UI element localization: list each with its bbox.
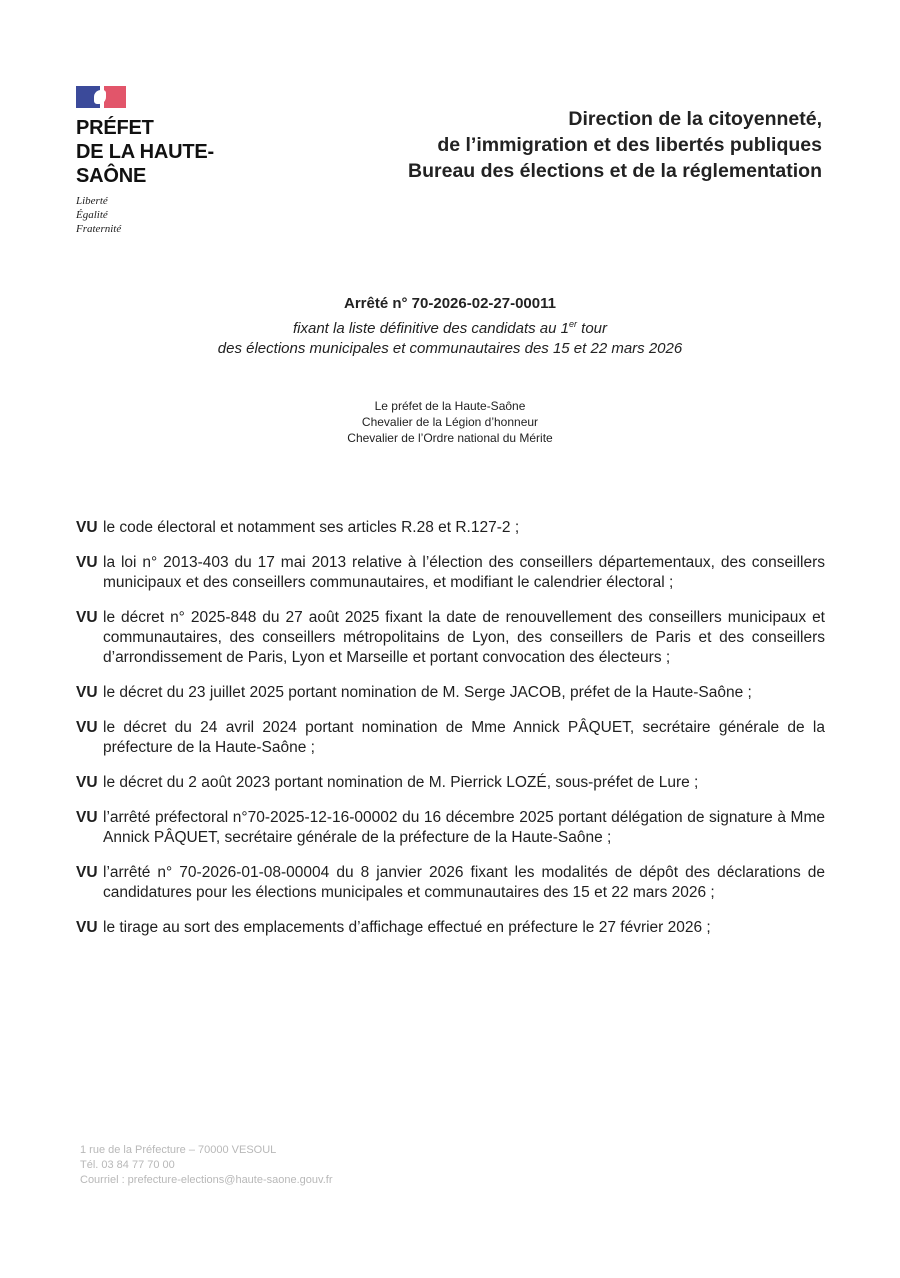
visa-item: VU le décret n° 2025-848 du 27 août 2025 fixant la date de renouvellement des conseillers municipaux et communautaires, des conseillers métropolitains de Lyon, des conseillers de Paris et des conseillers d’arrondissement de Paris, Lyon et Marseille et portant convocation des électeurs ; — [76, 609, 825, 666]
visa-item: VU le décret du 24 avril 2024 portant nomination de Mme Annick PÂQUET, secrétaire générale de la préfecture de la Haute-Saône ; — [76, 719, 825, 756]
republic-motto: Liberté Égalité Fraternité — [76, 195, 122, 235]
arrete-subtitle-line2: des élections municipales et communautaires des 15 et 22 mars 2026 — [217, 340, 683, 357]
marianne-flag-icon — [76, 86, 126, 108]
page-footer — [80, 1143, 332, 1188]
prefet-logo-title: PRÉFET DE LA HAUTE- SAÔNE — [76, 117, 214, 187]
visa-item: VU l’arrêté préfectoral n°70-2025-12-16-00002 du 16 décembre 2025 portant délégation de signature à Mme Annick PÂQUET, secrétaire générale de la préfecture de la Haute-Saône ; — [76, 809, 825, 846]
visa-item: VU l’arrêté n° 70-2026-01-08-00004 du 8 janvier 2026 fixant les modalités de dépôt des déclarations de candidatures pour les élections municipales et communautaires des 15 et 22 mars 2026 ; — [76, 864, 825, 901]
visa-item: VU le code électoral et notamment ses articles R.28 et R.127-2 ; — [76, 519, 520, 536]
visa-item: VU le décret du 2 août 2023 portant nomination de M. Pierrick LOZÉ, sous-préfet de Lure ; — [76, 774, 699, 791]
prefet-titles: Le préfet de la Haute-Saône Chevalier de la Légion d’honneur Chevalier de l’Ordre national du Mérite — [347, 399, 553, 445]
arrete-number: Arrêté n° 70-2026-02-27-00011 — [344, 295, 556, 312]
footer-address: 1 rue de la Préfecture – 70000 VESOUL — [80, 1144, 277, 1156]
visa-item: VU le tirage au sort des emplacements d’affichage effectué en préfecture le 27 février 2026 ; — [76, 919, 711, 936]
visa-item: VU le décret du 23 juillet 2025 portant nomination de M. Serge JACOB, préfet de la Haute-Saône ; — [76, 684, 752, 701]
direction-header: Direction de la citoyenneté, de l’immigration et des libertés publiques Bureau des élections et de la réglementation — [408, 108, 822, 182]
visa-list — [76, 518, 825, 953]
footer-email: Courriel : prefecture-elections@haute-saone.gouv.fr — [80, 1174, 333, 1186]
footer-tel: Tél. 03 84 77 70 00 — [80, 1159, 175, 1171]
visa-item: VU la loi n° 2013-403 du 17 mai 2013 relative à l’élection des conseillers départementaux, des conseillers municipaux et des conseillers communautaires, et modifiant le calendrier électoral ; — [76, 554, 825, 591]
arrete-subtitle: fixant la liste définitive des candidats au 1er tour — [292, 319, 608, 337]
arrete-heading — [0, 294, 900, 359]
prefet-logo — [76, 86, 236, 236]
